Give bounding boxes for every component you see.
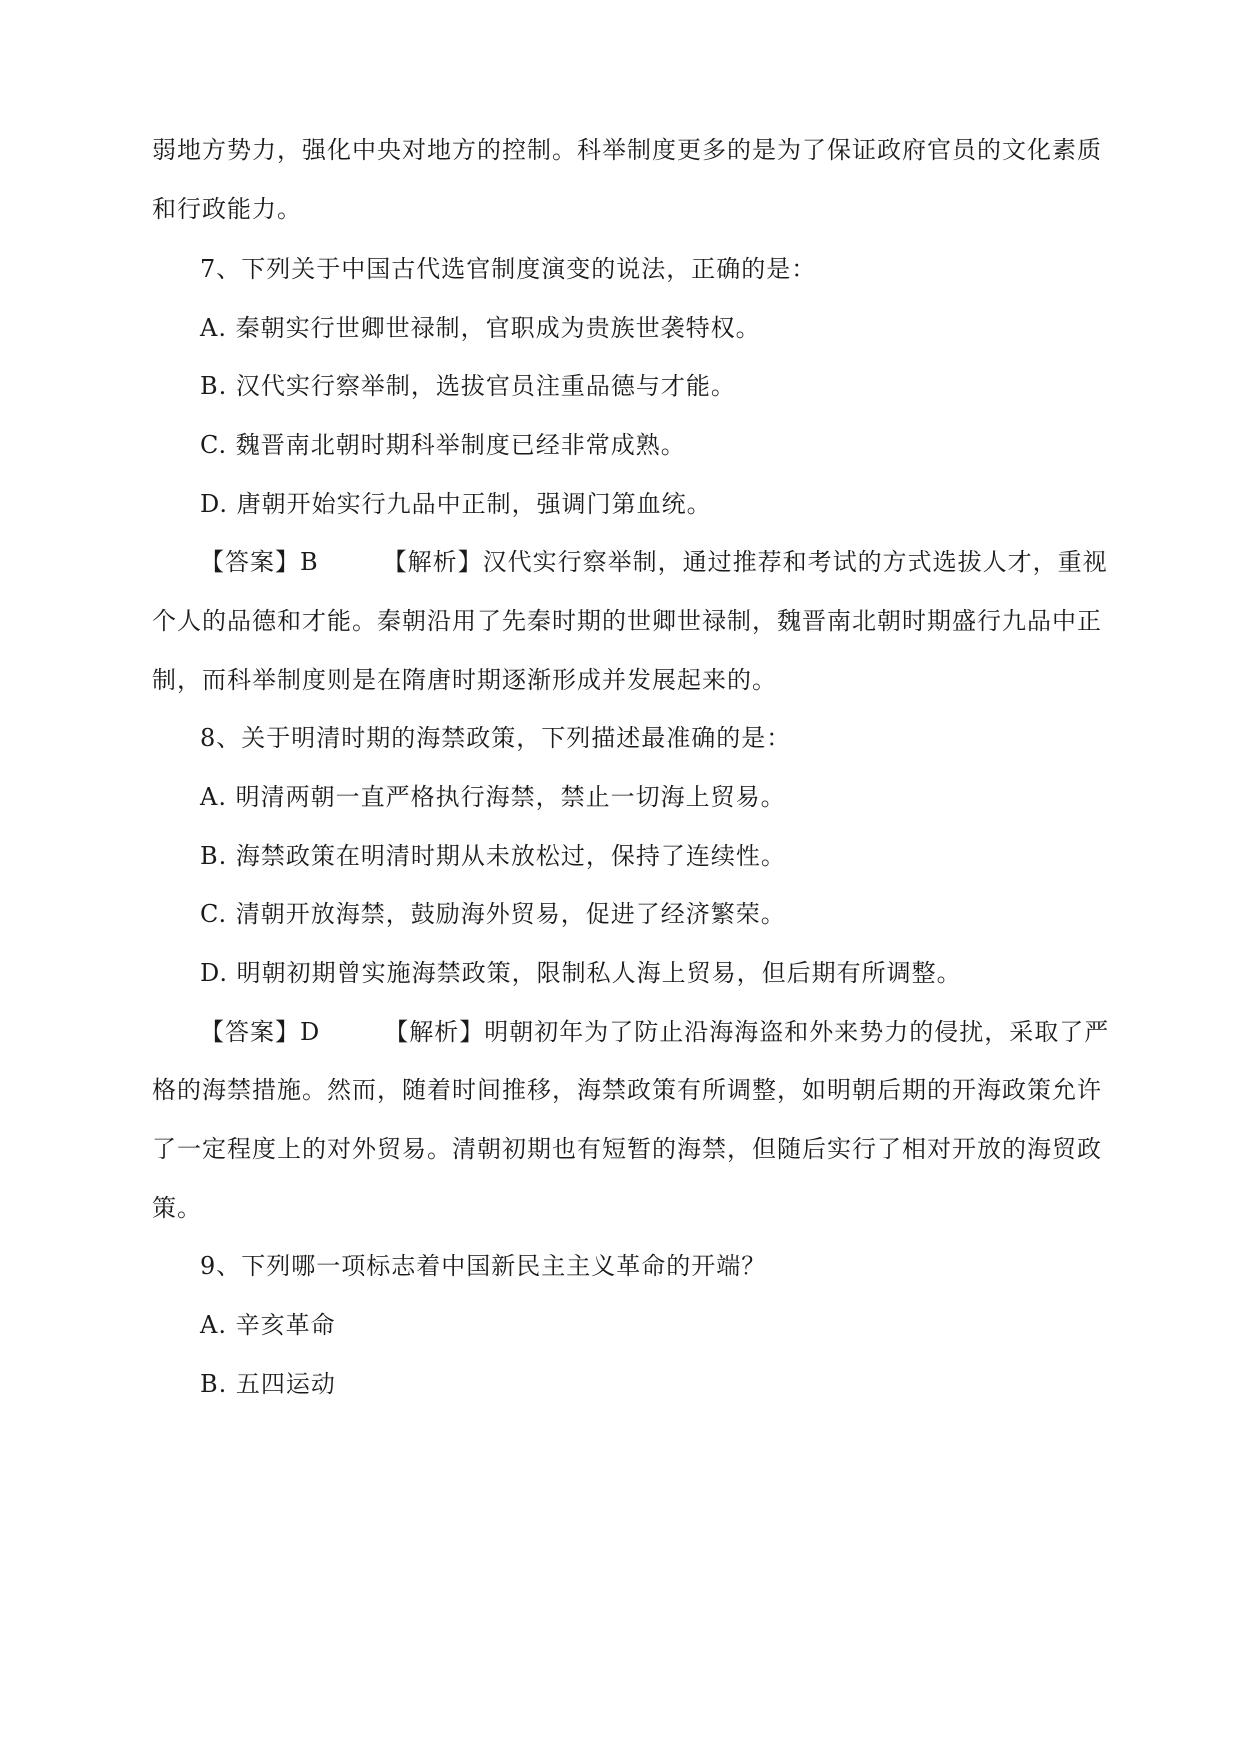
question-8-option-c: C. 清朝开放海禁，鼓励海外贸易，促进了经济繁荣。 [200,900,786,928]
analysis-8-line-2: 格的海禁措施。然而，随着时间推移，海禁政策有所调整，如明朝后期的开海政策允许 [152,1076,1102,1104]
question-9: 9、下列哪一项标志着中国新民主主义革命的开端？ [200,1252,767,1280]
question-9-option-b: B. 五四运动 [200,1370,336,1398]
analysis-8-line-1: 【解析】明朝初年为了防止沿海海盗和外来势力的侵扰，采取了严 [384,1018,1110,1046]
question-9-option-a: A. 辛亥革命 [200,1311,336,1339]
answer-7-label: 【答案】B [200,548,319,576]
question-8-option-b: B. 海禁政策在明清时期从未放松过，保持了连续性。 [200,842,786,870]
question-7-option-c: C. 魏晋南北朝时期科举制度已经非常成熟。 [200,431,686,459]
analysis-8-line-4: 策。 [152,1194,202,1222]
text-line: 弱地方势力，强化中央对地方的控制。科举制度更多的是为了保证政府官员的文化素质 [152,136,1102,164]
question-7-option-d: D. 唐朝开始实行九品中正制，强调门第血统。 [200,490,712,518]
question-8-option-a: A. 明清两朝一直严格执行海禁，禁止一切海上贸易。 [200,783,786,811]
question-7-option-a: A. 秦朝实行世卿世禄制，官职成为贵族世袭特权。 [200,314,761,342]
question-7: 7、下列关于中国古代选官制度演变的说法，正确的是： [200,255,817,283]
analysis-7-line-2: 个人的品德和才能。秦朝沿用了先秦时期的世卿世禄制，魏晋南北朝时期盛行九品中正 [152,607,1102,635]
analysis-8-line-3: 了一定程度上的对外贸易。清朝初期也有短暂的海禁，但随后实行了相对开放的海贸政 [152,1135,1102,1163]
question-7-option-b: B. 汉代实行察举制，选拔官员注重品德与才能。 [200,372,736,400]
answer-7 [200,546,1108,578]
answer-8-label: 【答案】D [200,1018,321,1046]
text-line: 和行政能力。 [152,195,302,223]
analysis-7-line-3: 制，而科举制度则是在隋唐时期逐渐形成并发展起来的。 [152,666,777,694]
analysis-7-line-1: 【解析】汉代实行察举制，通过推荐和考试的方式选拔人才，重视 [382,548,1108,576]
answer-8 [200,1016,1109,1048]
question-8: 8、关于明清时期的海禁政策，下列描述最准确的是： [200,724,792,752]
question-8-option-d: D. 明朝初期曾实施海禁政策，限制私人海上贸易，但后期有所调整。 [200,959,962,987]
